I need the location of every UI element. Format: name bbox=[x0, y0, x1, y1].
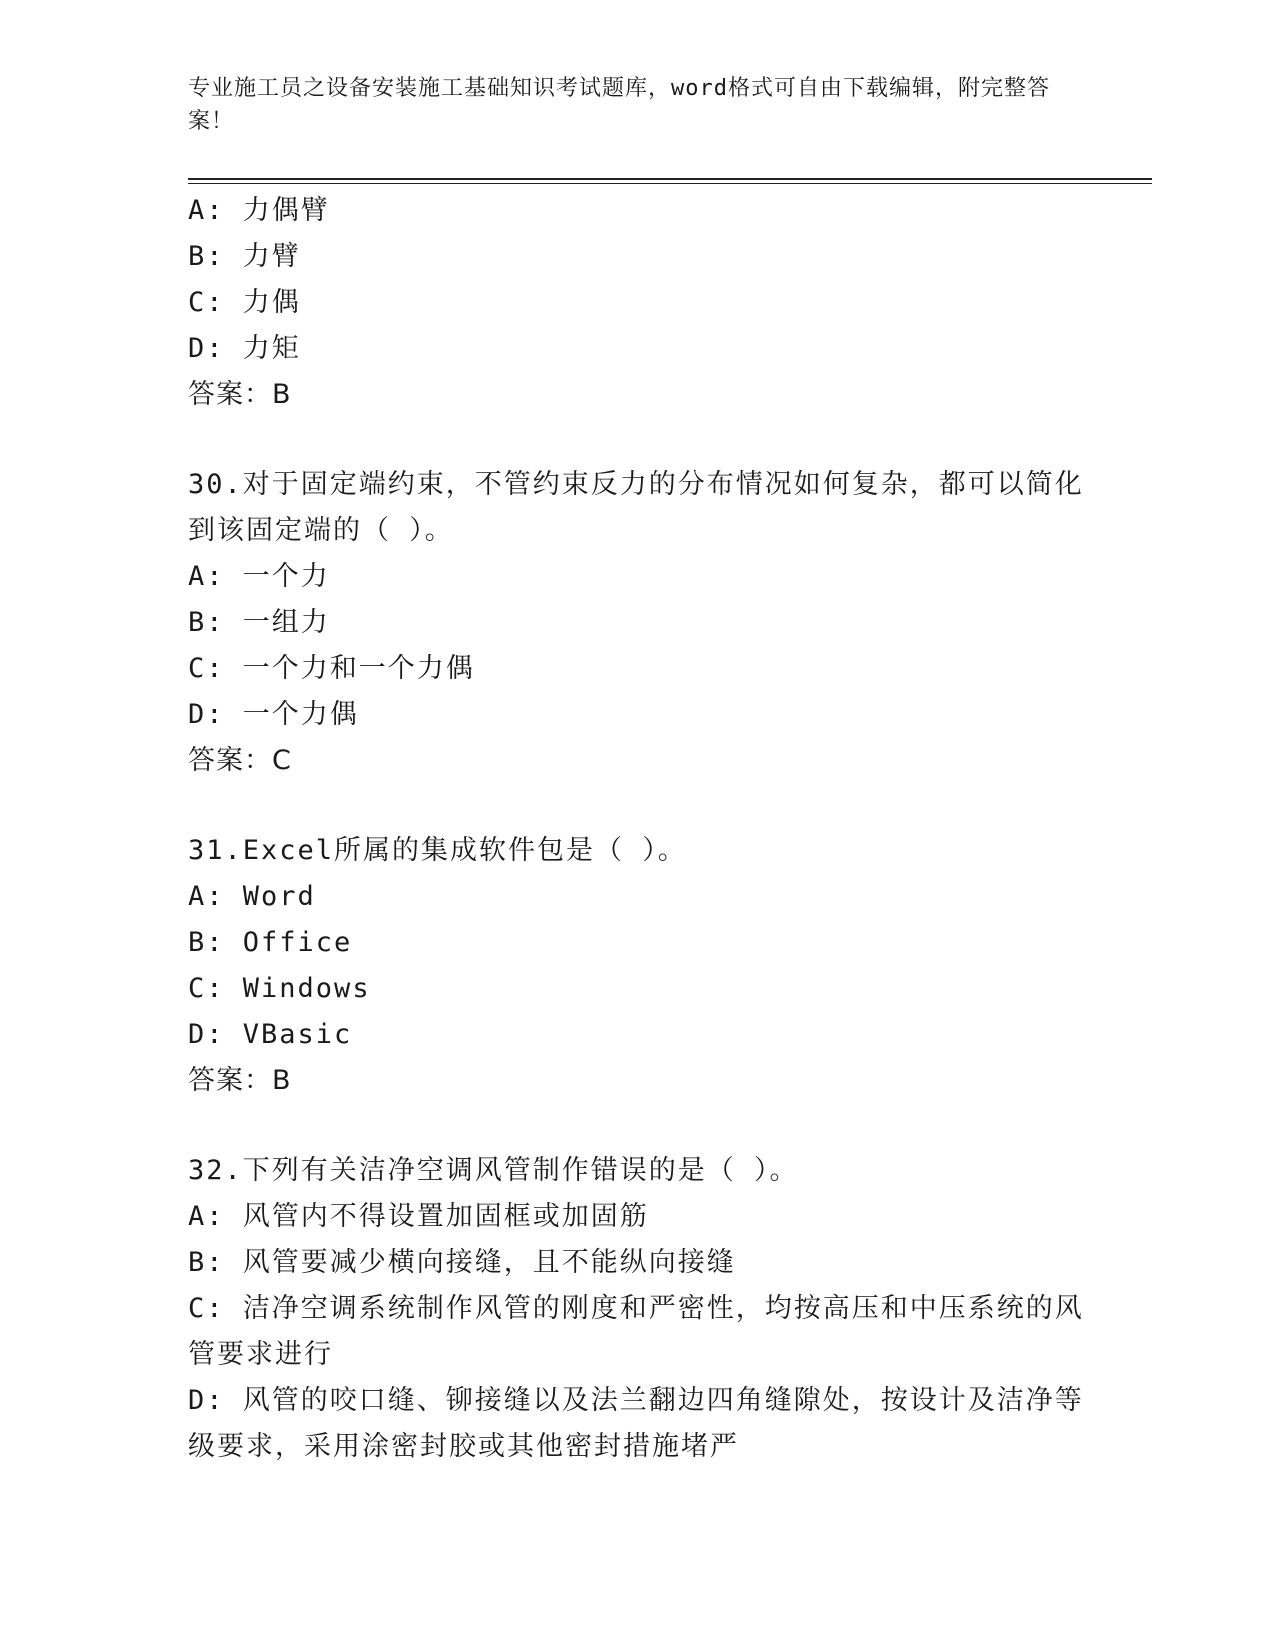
answer: 答案：C bbox=[188, 745, 292, 776]
answer: 答案：B bbox=[188, 1065, 292, 1096]
header-rule-thick bbox=[188, 178, 1152, 180]
question-title: 30.对于固定端约束，不管约束反力的分布情况如何复杂，都可以简化 bbox=[188, 469, 1084, 500]
option-a: A: 力偶臂 bbox=[188, 195, 330, 226]
document-body bbox=[188, 188, 1088, 1470]
option-a: A: 风管内不得设置加固框或加固筋 bbox=[188, 1201, 649, 1232]
option-d: D: 风管的咬口缝、铆接缝以及法兰翻边四角缝隙处，按设计及洁净等 bbox=[188, 1385, 1084, 1416]
option-c-cont: 管要求进行 bbox=[188, 1339, 333, 1370]
option-d-cont: 级要求，采用涂密封胶或其他密封措施堵严 bbox=[188, 1431, 739, 1462]
option-c: C: 一个力和一个力偶 bbox=[188, 653, 475, 684]
option-a: A: Word bbox=[188, 881, 316, 912]
option-d: D: VBasic bbox=[188, 1019, 353, 1050]
option-a: A: 一个力 bbox=[188, 561, 330, 592]
option-b: B: 一组力 bbox=[188, 607, 330, 638]
question-32 bbox=[188, 1148, 1088, 1470]
answer: 答案：B bbox=[188, 379, 292, 410]
option-b: B: 风管要减少横向接缝，且不能纵向接缝 bbox=[188, 1247, 736, 1278]
option-b: B: Office bbox=[188, 927, 353, 958]
header-rule-thin bbox=[188, 183, 1152, 184]
document-header: 专业施工员之设备安装施工基础知识考试题库，word格式可自由下载编辑，附完整答案！ bbox=[188, 76, 1050, 134]
question-30 bbox=[188, 462, 1088, 784]
option-c: C: Windows bbox=[188, 973, 371, 1004]
question-title: 32.下列有关洁净空调风管制作错误的是（ ）。 bbox=[188, 1155, 799, 1186]
question-title-cont: 到该固定端的（ ）。 bbox=[188, 515, 454, 546]
option-d: D: 力矩 bbox=[188, 333, 301, 364]
option-d: D: 一个力偶 bbox=[188, 699, 359, 730]
option-c: C: 洁净空调系统制作风管的刚度和严密性，均按高压和中压系统的风 bbox=[188, 1293, 1084, 1324]
question-29-partial bbox=[188, 188, 1088, 418]
option-c: C: 力偶 bbox=[188, 287, 301, 318]
question-31 bbox=[188, 828, 1088, 1104]
option-b: B: 力臂 bbox=[188, 241, 301, 272]
question-title: 31.Excel所属的集成软件包是（ ）。 bbox=[188, 835, 687, 866]
